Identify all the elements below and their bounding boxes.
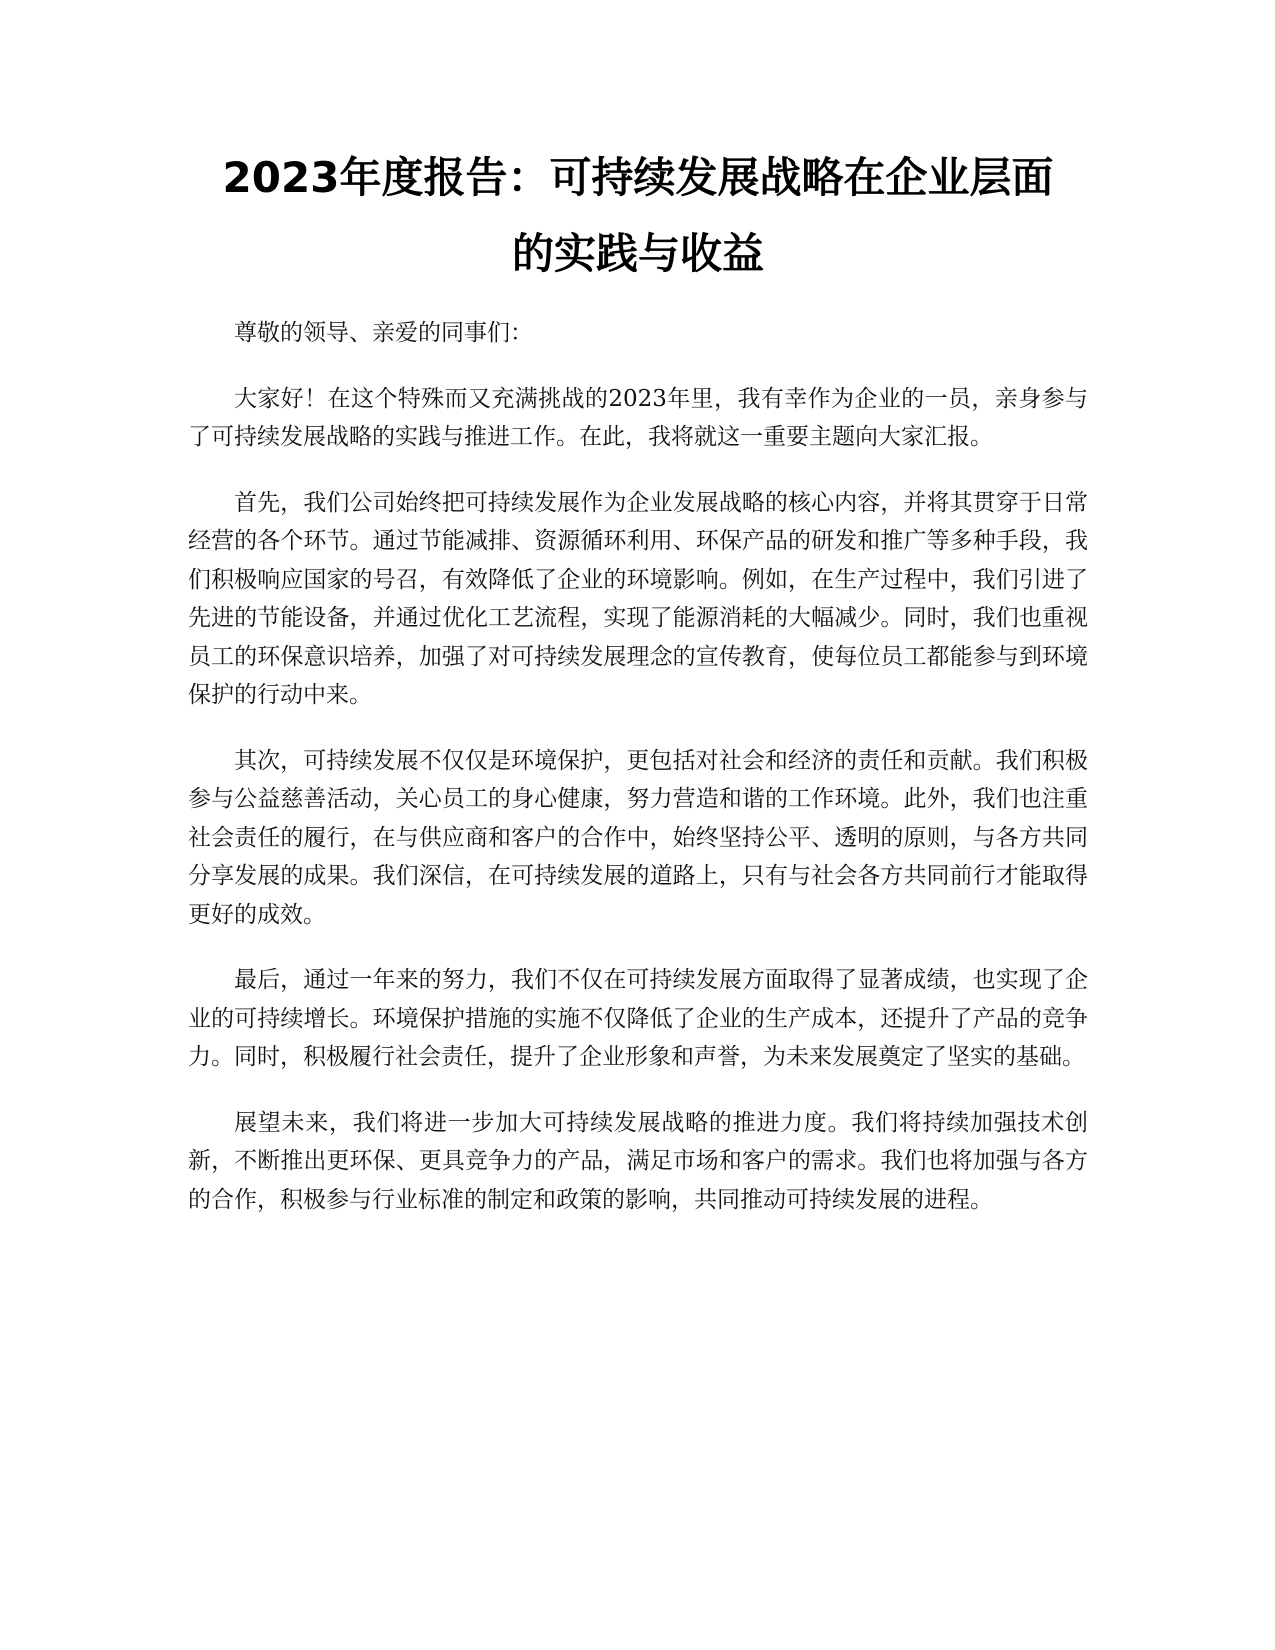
intro-paragraph: 大家好！在这个特殊而又充满挑战的2023年里，我有幸作为企业的一员，亲身参与了可持续发展战略的实践与推进工作。在此，我将就这一重要主题向大家汇报。 (188, 385, 1088, 450)
results-paragraph: 最后，通过一年来的努力，我们不仅在可持续发展方面取得了显著成绩，也实现了企业的可持续增长。环境保护措施的实施不仅降低了企业的生产成本，还提升了产品的竞争力。同时，积极履行社会责任，提升了企业形象和声誉，为未来发展奠定了坚实的基础。 (188, 967, 1088, 1070)
social-responsibility-paragraph: 其次，可持续发展不仅仅是环境保护，更包括对社会和经济的责任和贡献。我们积极参与公益慈善活动，关心员工的身心健康，努力营造和谐的工作环境。此外，我们也注重社会责任的履行，在与供应商和客户的合作中，始终坚持公平、透明的原则，与各方共同分享发展的成果。我们深信，在可持续发展的道路上，只有与社会各方共同前行才能取得更好的成效。 (188, 747, 1088, 928)
document-body (188, 140, 1088, 1246)
document-title (188, 140, 1088, 292)
title-line-1: 2023年度报告：可持续发展战略在企业层面 (222, 153, 1054, 202)
outlook-paragraph: 展望未来，我们将进一步加大可持续发展战略的推进力度。我们将持续加强技术创新，不断推出更环保、更具竞争力的产品，满足市场和客户的需求。我们也将加强与各方的合作，积极参与行业标准的制定和政策的影响，共同推动可持续发展的进程。 (188, 1109, 1088, 1213)
environment-paragraph: 首先，我们公司始终把可持续发展作为企业发展战略的核心内容，并将其贯穿于日常经营的各个环节。通过节能减排、资源循环利用、环保产品的研发和推广等多种手段，我们积极响应国家的号召，有效降低了企业的环境影响。例如，在生产过程中，我们引进了先进的节能设备，并通过优化工艺流程，实现了能源消耗的大幅减少。同时，我们也重视员工的环保意识培养，加强了对可持续发展理念的宣传教育，使每位员工都能参与到环境保护的行动中来。 (188, 489, 1088, 708)
salutation-paragraph: 尊敬的领导、亲爱的同事们： (234, 320, 533, 346)
title-line-2: 的实践与收益 (511, 229, 764, 278)
